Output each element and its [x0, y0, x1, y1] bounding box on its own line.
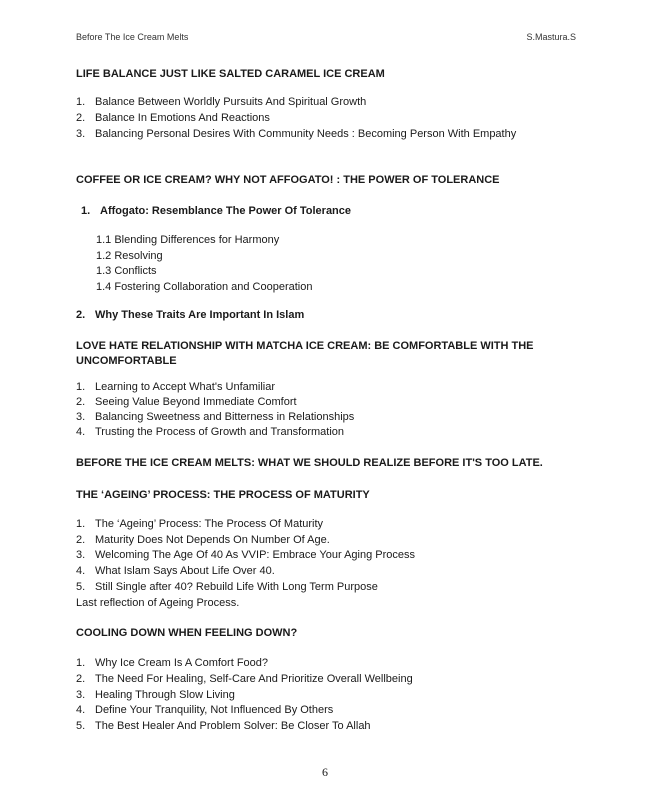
note-text: Last reflection of Ageing Process.: [76, 597, 240, 609]
section-heading: COOLING DOWN WHEN FEELING DOWN?: [76, 627, 298, 639]
running-header-title: Before The Ice Cream Melts: [76, 32, 189, 42]
section-heading: THE ‘AGEING’ PROCESS: THE PROCESS OF MATURITY: [76, 489, 370, 501]
section-heading: COFFEE OR ICE CREAM? WHY NOT AFFOGATO! : THE POWER OF TOLERANCE: [76, 174, 500, 186]
sub-list-item: 1.1 Blending Differences for Harmony: [96, 234, 280, 246]
sub-list-item: 1.4 Fostering Collaboration and Cooperation: [96, 281, 313, 293]
sub-list-item: 1.2 Resolving: [96, 250, 163, 262]
section-heading: LOVE HATE RELATIONSHIP WITH MATCHA ICE CREAM: BE COMFORTABLE WITH THE: [76, 340, 534, 352]
running-header-author: S.Mastura.S: [526, 32, 576, 42]
section-heading: LIFE BALANCE JUST LIKE SALTED CARAMEL ICE CREAM: [76, 68, 385, 80]
section-heading: BEFORE THE ICE CREAM MELTS: WHAT WE SHOULD REALIZE BEFORE IT'S TOO LATE.: [76, 457, 543, 469]
section-heading: UNCOMFORTABLE: [76, 355, 177, 367]
sub-list-item: 1.3 Conflicts: [96, 265, 157, 277]
page-number: 6: [322, 765, 328, 779]
